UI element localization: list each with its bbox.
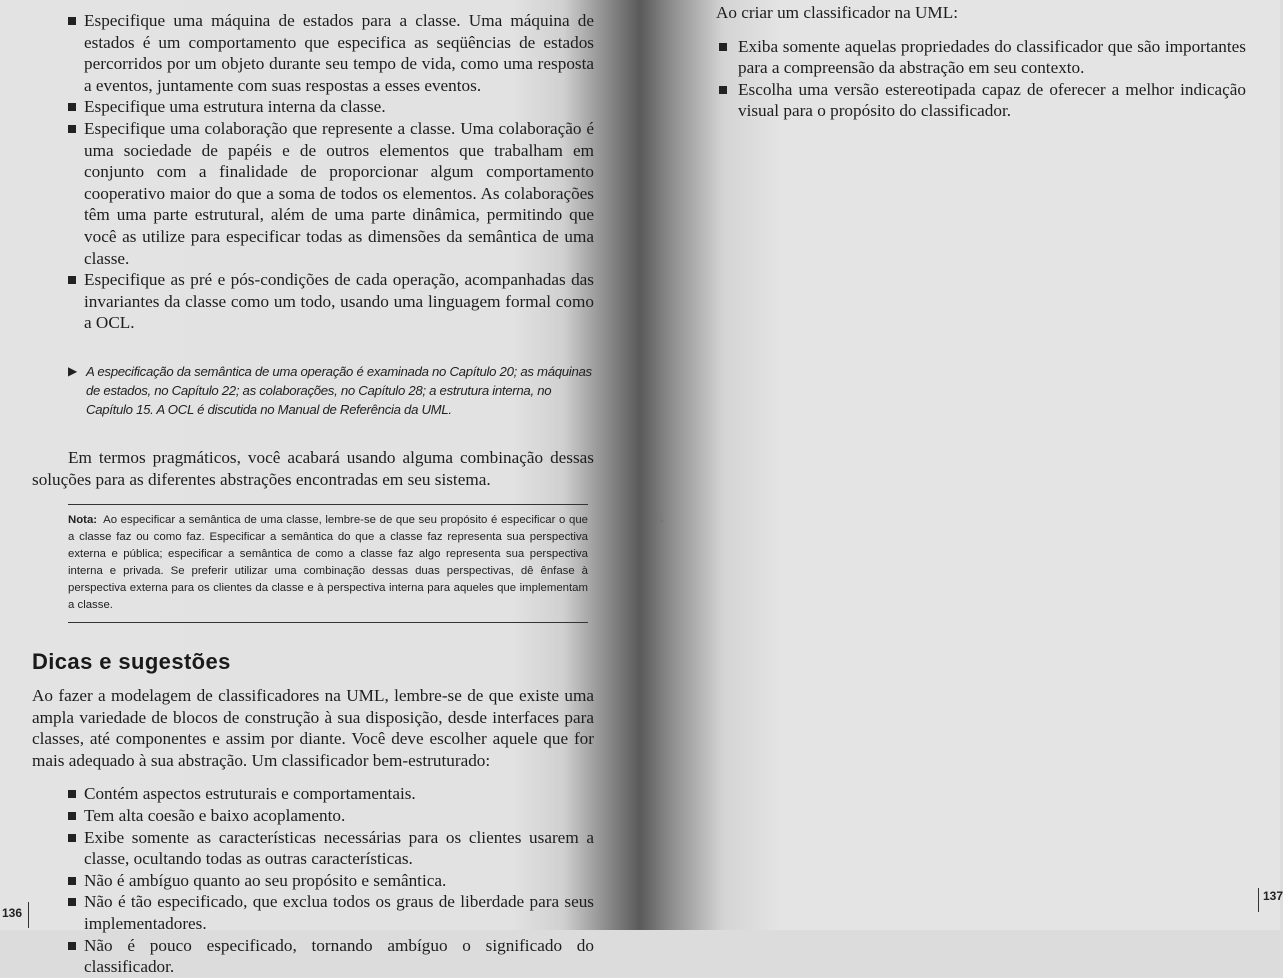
note-box <box>68 504 588 623</box>
section-title: Dicas e sugestões <box>32 649 231 675</box>
list-item: Tem alta coesão e baixo acoplamento. <box>32 805 594 827</box>
cross-reference-note <box>68 362 594 419</box>
specification-bullet-list <box>32 10 594 334</box>
intro-paragraph: Ao fazer a modelagem de classificadores na UML, lembre-se de que existe uma ampla variedade de blocos de construção à sua disposição, desde interfaces para classes, até componentes e assim por diante. Você deve escolher aquele que for mais adequado à sua abstração. Um classificador bem-estruturado: <box>32 686 594 770</box>
right-bullet-list <box>716 36 1246 122</box>
arrow-right-icon: ▶ <box>68 363 77 378</box>
note-text: Ao especificar a semântica de uma classe, lembre-se de que seu propósito é especificar o que a classe faz ou como faz. Especificar a semântica do que a classe faz representa sua perspectiva externa e pública; especificar a semântica de como a classe faz algo representa sua perspectiva interna e privada. Se preferir utilizar uma combinação dessas duas perspectivas, dê ênfase à perspectiva externa para os clientes da classe e à perspectiva interna para aqueles que implementam a classe. <box>68 514 588 612</box>
list-item: Não é tão especificado, que exclua todos os graus de liberdade para seus implementadores. <box>32 891 594 934</box>
left-page <box>0 0 640 977</box>
list-item: Exibe somente as características necessárias para os clientes usarem a classe, ocultando todas as outras características. <box>32 827 594 870</box>
cross-reference-text: A especificação da semântica de uma operação é examinada no Capítulo 20; as máquinas de estados, no Capítulo 22; as colaborações, no Capítulo 28; a estrutura interna, no Capítulo 15. A OCL é discutida no Manual de Referência da UML. <box>86 363 592 417</box>
left-page-content <box>32 10 594 978</box>
list-item: Especifique uma colaboração que represente a classe. Uma colaboração é uma sociedade de papéis e de outros elementos que trabalham em conjunto com a finalidade de proporcionar algum comportamento cooperativo maior do que a soma de todos os elementos. As colaborações têm uma parte estrutural, além de uma parte dinâmica, permitindo que você as utilize para especificar todas as dimensões da semântica de uma classe. <box>32 118 594 269</box>
list-item: Especifique uma estrutura interna da classe. <box>32 96 594 118</box>
page-number-right: 137 <box>1258 888 1283 912</box>
page-number-left: 136 <box>2 902 29 928</box>
list-item: Especifique as pré e pós-condições de cada operação, acompanhadas das invariantes da classe como um todo, usando uma linguagem formal como a OCL. <box>32 269 594 334</box>
tips-bullet-list <box>32 783 594 977</box>
list-item: Exiba somente aquelas propriedades do classificador que são importantes para a compreensão da abstração em seu contexto. <box>716 36 1246 79</box>
gutter-arrow-icon: ▸ <box>660 516 665 525</box>
right-page-content <box>716 2 1246 122</box>
list-item: Especifique uma máquina de estados para a classe. Uma máquina de estados é um comportamento que especifica as seqüências de estados percorridos por um objeto durante seu tempo de vida, como uma resposta a eventos, juntamente com suas respostas a esses eventos. <box>32 10 594 96</box>
list-item: Escolha uma versão estereotipada capaz de oferecer a melhor indicação visual para o propósito do classificador. <box>716 79 1246 122</box>
right-lead-paragraph: Ao criar um classificador na UML: <box>716 3 958 22</box>
list-item: Não é pouco especificado, tornando ambíguo o significado do classificador. <box>32 935 594 978</box>
note-label: Nota: <box>68 514 98 527</box>
list-item: Não é ambíguo quanto ao seu propósito e semântica. <box>32 870 594 892</box>
right-page <box>640 0 1280 930</box>
pragmatic-paragraph: Em termos pragmáticos, você acabará usando alguma combinação dessas soluções para as diferentes abstrações encontradas em seu sistema. <box>32 447 594 489</box>
list-item: Contém aspectos estruturais e comportamentais. <box>32 783 594 805</box>
